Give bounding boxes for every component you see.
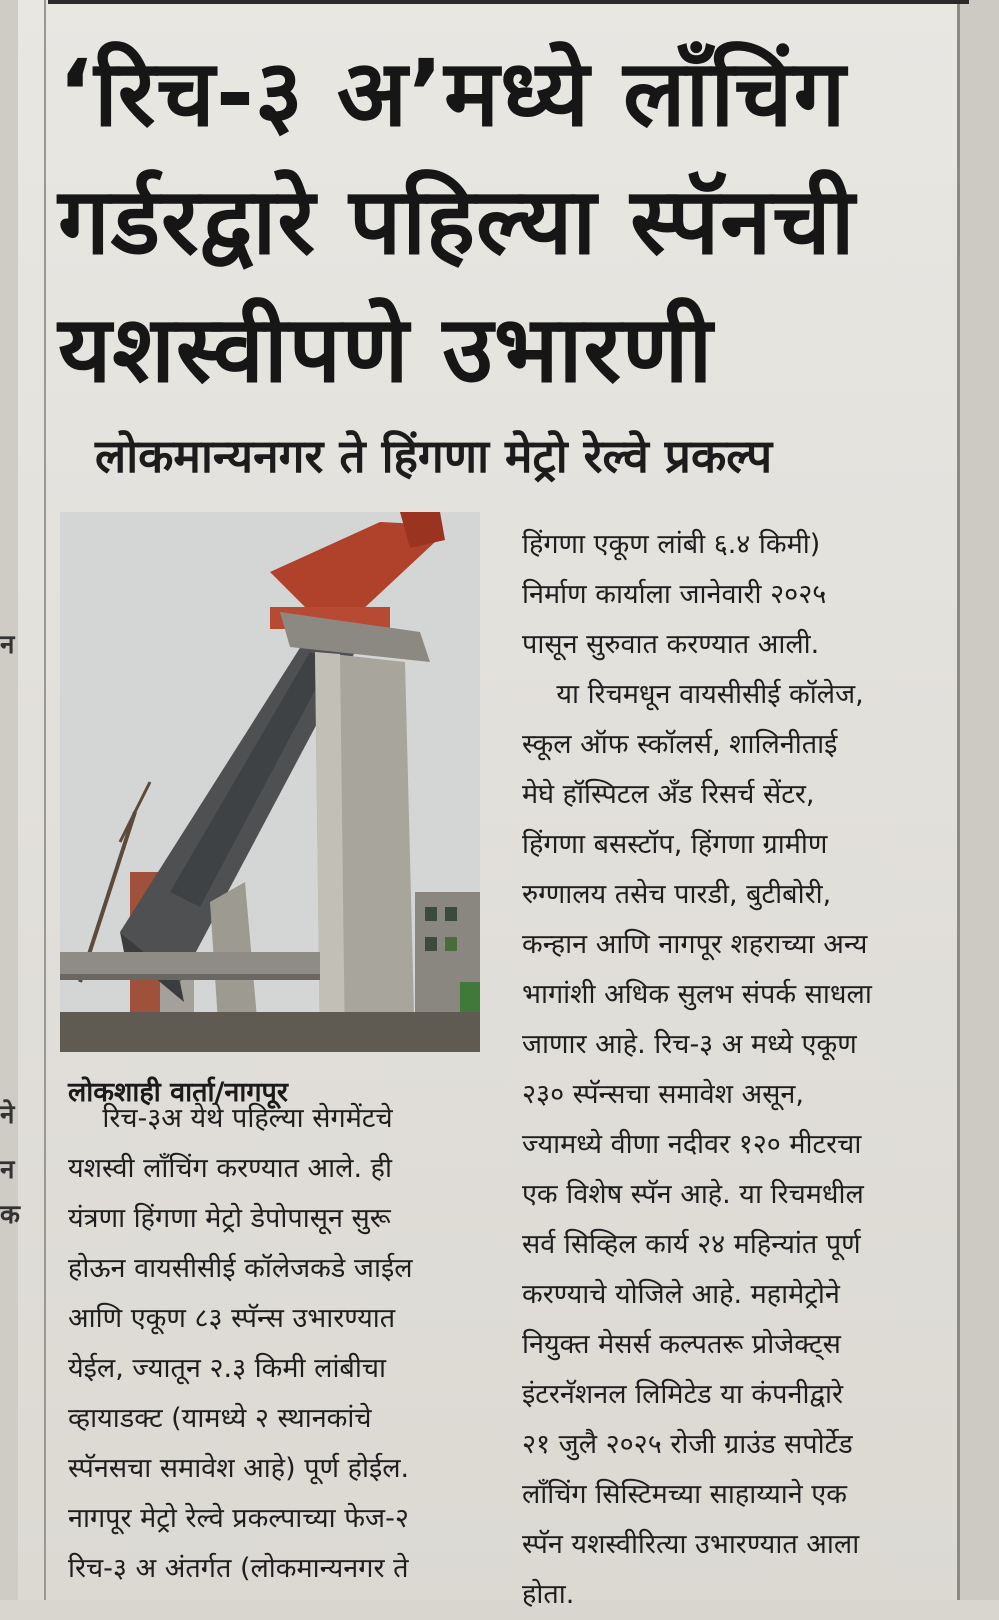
article-column-left (68, 1094, 478, 1594)
byline: लोकशाही वार्ता/नागपूर (68, 1077, 288, 1108)
right-page-edge (960, 0, 999, 1600)
article-line: करण्याचे योजिले आहे. महामेट्रोने (522, 1279, 840, 1310)
article-line: स्कूल ऑफ स्कॉलर्स, शालिनीताई (522, 729, 838, 760)
article-line: रुग्णालय तसेच पारडी, बुटीबोरी, (522, 879, 832, 910)
left-margin-fragment: ने (0, 1100, 15, 1130)
article-line: एक विशेष स्पॅन आहे. या रिचमधील (522, 1179, 864, 1210)
metro-girder-photo (60, 512, 480, 1052)
article-line: यंत्रणा हिंगणा मेट्रो डेपोपासून सुरू (68, 1203, 391, 1234)
photo-illustration (60, 512, 480, 1052)
column-rule-left (44, 0, 46, 1600)
article-line: रिच-३अ येथे पहिल्या सेगमेंटचे (68, 1103, 393, 1134)
article-line: यशस्वी लाँचिंग करण्यात आले. ही (68, 1153, 392, 1184)
article-line: मेघे हॉस्पिटल अँड रिसर्च सेंटर, (522, 779, 815, 810)
article-line: हिंगणा बसस्टॉप, हिंगणा ग्रामीण (522, 829, 828, 860)
headline-line: ‘रिच-३ अ’मध्ये लाँचिंग (58, 40, 847, 147)
article-line: लाँचिंग सिस्टिमच्या साहाय्याने एक (522, 1479, 847, 1510)
article-line: पासून सुरुवात करण्यात आली. (522, 629, 820, 660)
left-margin-fragment: न (0, 1155, 15, 1185)
article-line: २१ जुलै २०२५ रोजी ग्राउंड सपोर्टेड (522, 1429, 853, 1460)
left-page-margin (0, 0, 18, 1600)
article-line: नियुक्त मेसर्स कल्पतरू प्रोजेक्ट्स (522, 1329, 841, 1360)
article-line: ज्यामध्ये वीणा नदीवर १२० मीटरचा (522, 1129, 862, 1160)
article-line: २३० स्पॅन्सचा समावेश असून, (522, 1079, 805, 1110)
article-line: व्हायाडक्ट (यामध्ये २ स्थानकांचे (68, 1403, 372, 1434)
article-line: स्पॅन यशस्वीरित्या उभारण्यात आला (522, 1529, 860, 1560)
left-margin-fragment: न (0, 630, 15, 660)
article-line: सर्व सिव्हिल कार्य २४ महिन्यांत पूर्ण (522, 1229, 861, 1260)
headline (58, 30, 948, 414)
article-line: नागपूर मेट्रो रेल्वे प्रकल्पाच्या फेज-२ (68, 1503, 409, 1534)
article-column-right (522, 520, 942, 1620)
subheadline: लोकमान्यनगर ते हिंगणा मेट्रो रेल्वे प्रकल्प (95, 429, 773, 483)
top-rule (48, 0, 969, 4)
article-line: हिंगणा एकूण लांबी ६.४ किमी) (522, 529, 821, 560)
headline-line: यशस्वीपणे उभारणी (58, 296, 714, 403)
article-line: भागांशी अधिक सुलभ संपर्क साधला (522, 979, 872, 1010)
article-line: निर्माण कार्याला जानेवारी २०२५ (522, 579, 827, 610)
article-line: जाणार आहे. रिच-३ अ मध्ये एकूण (522, 1029, 857, 1060)
article-line: स्पॅनसचा समावेश आहे) पूर्ण होईल. (68, 1453, 410, 1484)
article-line: होऊन वायसीसीई कॉलेजकडे जाईल (68, 1253, 413, 1284)
article-line: आणि एकूण ८३ स्पॅन्स उभारण्यात (68, 1303, 396, 1334)
article-line: होता. (522, 1579, 575, 1610)
article-line: इंटरनॅशनल लिमिटेड या कंपनीद्वारे (522, 1379, 844, 1410)
article-line: येईल, ज्यातून २.३ किमी लांबीचा (68, 1353, 386, 1384)
article-line: रिच-३ अ अंतर्गत (लोकमान्यनगर ते (68, 1553, 409, 1584)
headline-line: गर्डरद्वारे पहिल्या स्पॅनची (58, 168, 856, 275)
left-margin-fragment: क (0, 1200, 20, 1230)
article-line: कन्हान आणि नागपूर शहराच्या अन्य (522, 929, 868, 960)
article-line: या रिचमधून वायसीसीई कॉलेज, (522, 679, 864, 710)
